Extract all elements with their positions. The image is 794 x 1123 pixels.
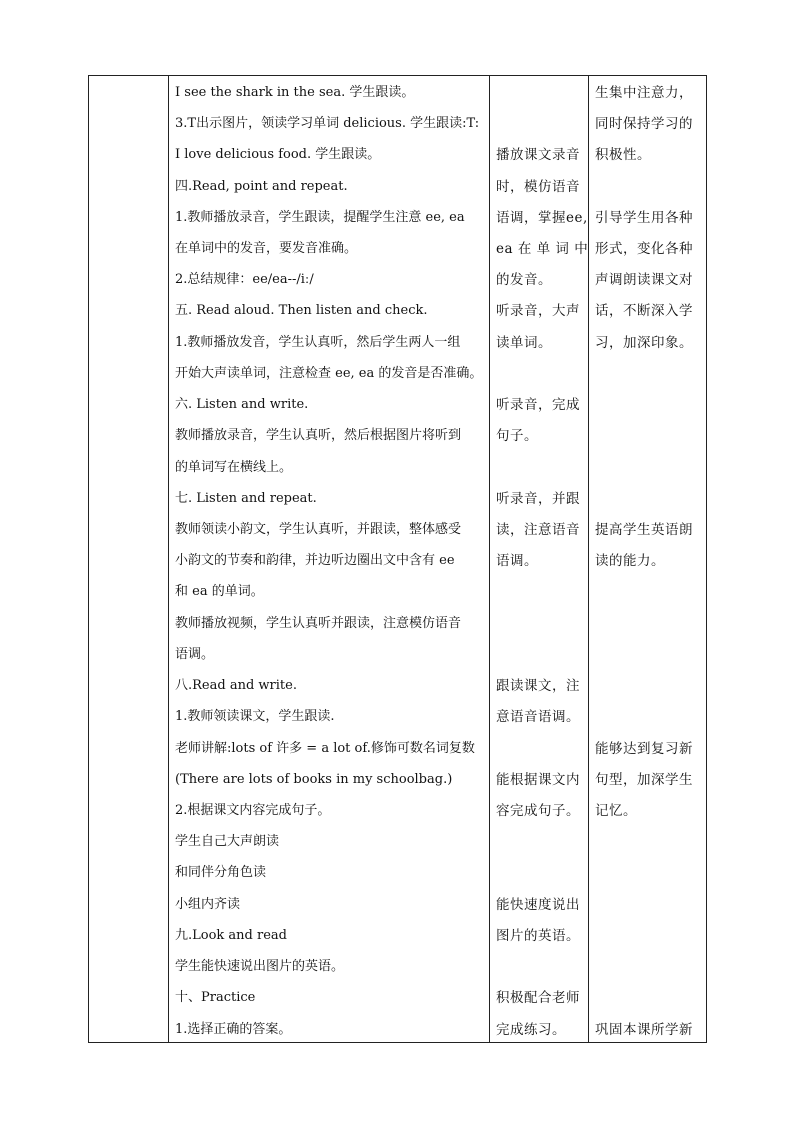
student-line: 读单词。 (496, 335, 552, 351)
process-line: 老师讲解:lots of 许多 = a lot of.修饰可数名词复数 (175, 741, 475, 756)
student-line: 听录音，并跟 (496, 491, 580, 507)
student-line: 听录音，完成 (496, 397, 580, 413)
student-line: 完成练习。 (496, 1022, 566, 1038)
process-line: 和同伴分角色读 (175, 865, 267, 880)
process-line: 教师领读小韵文，学生认真听，并跟读，整体感受 (175, 522, 462, 537)
process-line: 1.选择正确的答案。 (175, 1022, 292, 1037)
process-line: 八.Read and write. (175, 678, 297, 693)
process-line: 五. Read aloud. Then listen and check. (175, 303, 428, 318)
student-line: 语调，掌握ee, (496, 210, 588, 226)
intent-line: 引导学生用各种 (595, 210, 693, 226)
process-line: 学生自己大声朗读 (175, 834, 280, 849)
process-line: 七. Listen and repeat. (175, 491, 317, 506)
intent-line: 声调朗读课文对 (595, 272, 693, 288)
column-divider (489, 76, 490, 1042)
process-line: 1.教师播放发音，学生认真听，然后学生两人一组 (175, 335, 461, 350)
intent-line: 提高学生英语朗 (595, 522, 693, 538)
intent-line: 生集中注意力， (595, 85, 693, 101)
process-line: 小韵文的节奏和韵律，并边听边圈出文中含有 ee (175, 553, 455, 568)
process-line: 1.教师领读课文，学生跟读. (175, 709, 335, 724)
process-line: 开始大声读单词，注意检查 ee, ea 的发音是否准确。 (175, 366, 483, 381)
process-line: I see the shark in the sea. 学生跟读。 (175, 85, 415, 100)
student-line: 积极配合老师 (496, 990, 580, 1006)
student-line: 读，注意语音 (496, 522, 580, 538)
process-line: 六. Listen and write. (175, 397, 309, 412)
intent-line: 话，不断深入学 (595, 303, 693, 319)
process-line: 十、Practice (175, 990, 256, 1005)
lesson-plan-table (88, 75, 707, 1043)
process-line: 1.教师播放录音，学生跟读，提醒学生注意 ee, ea (175, 210, 465, 225)
process-line: 在单词中的发音，要发音准确。 (175, 241, 358, 256)
student-line: 跟读课文，注 (496, 678, 580, 694)
process-line: 2.根据课文内容完成句子。 (175, 803, 331, 818)
process-line: 3.T出示图片，领读学习单词 delicious. 学生跟读:T: (175, 116, 480, 131)
student-line: ea 在 单 词 中 (496, 241, 589, 257)
process-line: 的单词写在横线上。 (175, 460, 293, 475)
intent-line: 巩固本课所学新 (595, 1022, 693, 1038)
process-line: 四.Read, point and repeat. (175, 179, 348, 194)
process-line: 语调。 (175, 647, 215, 662)
process-line: I love delicious food. 学生跟读。 (175, 147, 381, 162)
intent-line: 同时保持学习的 (595, 116, 693, 132)
student-line: 能根据课文内 (496, 772, 580, 788)
student-line: 听录音，大声 (496, 303, 580, 319)
process-line: 教师播放录音，学生认真听，然后根据图片将听到 (175, 428, 462, 443)
student-line: 图片的英语。 (496, 928, 580, 944)
intent-line: 句型，加深学生 (595, 772, 693, 788)
process-line: 2.总结规律：ee/ea--/iː/ (175, 272, 314, 287)
process-line: 小组内齐读 (175, 897, 241, 912)
student-line: 能快速度说出 (496, 897, 580, 913)
student-line: 的发音。 (496, 272, 552, 288)
intent-line: 积极性。 (595, 147, 651, 163)
student-line: 容完成句子。 (496, 803, 580, 819)
student-line: 意语音语调。 (496, 709, 580, 725)
column-divider (168, 76, 169, 1042)
intent-line: 记忆。 (595, 803, 637, 819)
column-divider (588, 76, 589, 1042)
intent-line: 读的能力。 (595, 553, 665, 569)
process-line: (There are lots of books in my schoolbag.) (175, 772, 453, 787)
student-line: 语调。 (496, 553, 538, 569)
process-line: 学生能快速说出图片的英语。 (175, 959, 345, 974)
student-line: 句子。 (496, 428, 538, 444)
intent-line: 形式，变化各种 (595, 241, 693, 257)
student-line: 时，模仿语音 (496, 179, 580, 195)
process-line: 九.Look and read (175, 928, 287, 943)
intent-line: 习，加深印象。 (595, 335, 693, 351)
intent-line: 能够达到复习新 (595, 741, 693, 757)
process-line: 和 ea 的单词。 (175, 584, 264, 599)
process-line: 教师播放视频，学生认真听并跟读，注意模仿语音 (175, 616, 462, 631)
student-line: 播放课文录音 (496, 147, 580, 163)
